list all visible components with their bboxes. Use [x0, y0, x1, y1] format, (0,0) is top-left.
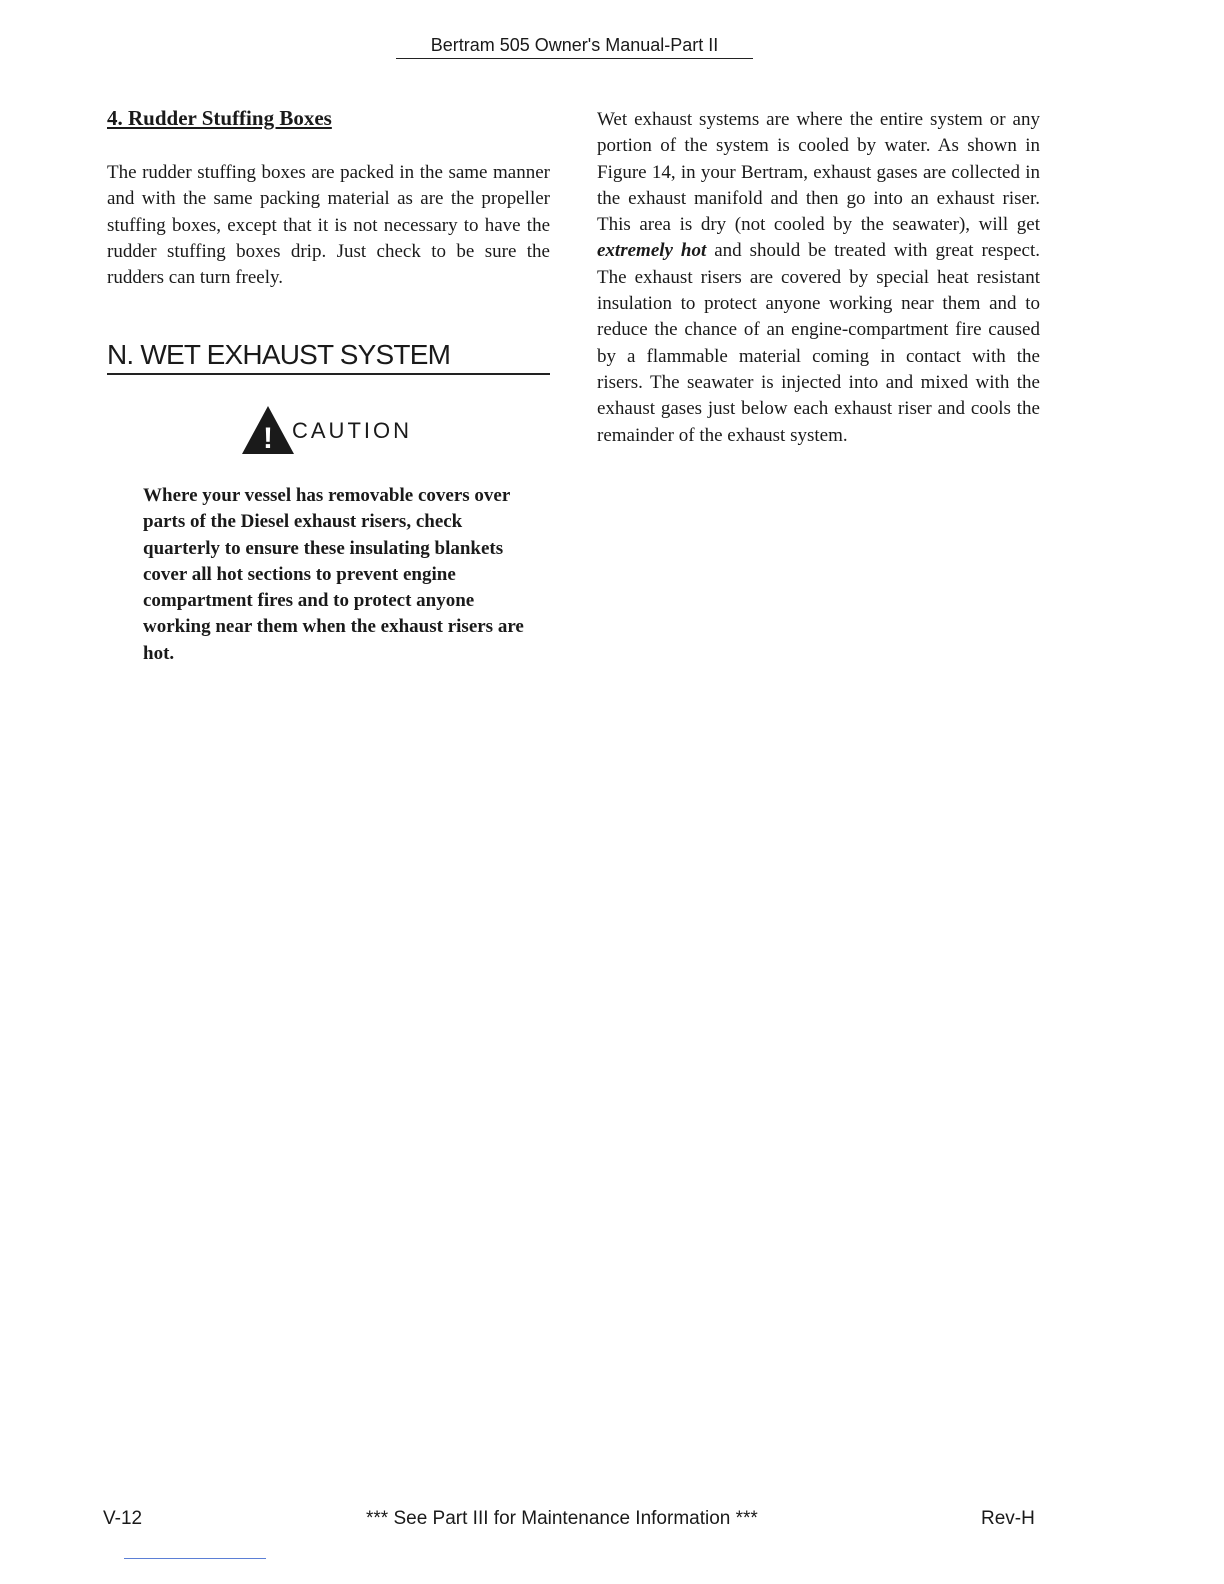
page-header: Bertram 505 Owner's Manual-Part II: [396, 35, 753, 59]
caution-banner: [240, 400, 412, 456]
warning-triangle-icon: [240, 404, 296, 456]
wet-exhaust-paragraph: [597, 107, 1040, 449]
emphasis-extremely-hot: extremely hot: [597, 240, 707, 262]
caution-label: CAUTION: [292, 418, 412, 443]
scan-edge-line: [124, 1558, 266, 1559]
paragraph-end: and should be treated with great respect. The exhaust risers are covered by special heat resistant insulation to protect anyone working near them and to reduce the chance of an engine-compartment fire caused by a flammable material coming in contact with the risers. The seawater is injected into and mixed with the exhaust gases just below each exhaust riser and cools the remainder of the exhaust system.: [597, 240, 1040, 446]
left-column: [107, 106, 550, 291]
page-number: V-12: [103, 1508, 143, 1529]
paragraph-start: Wet exhaust systems are where the entire system or any portion of the system is cooled by water. As shown in Figure 14, in your Bertram, exhaust gases are collected in the exhaust manifold and then go into an exhaust riser. This area is dry (not cooled by the seawater), will get: [597, 109, 1040, 236]
section-title: N. WET EXHAUST SYSTEM: [107, 339, 550, 375]
caution-text: Where your vessel has removable covers over parts of the Diesel exhaust risers, check quarterly to ensure these insulating blankets cover all hot sections to prevent engine compartment fires and to protect anyone working near them when the exhaust risers are hot.: [143, 485, 524, 664]
footer-note: *** See Part III for Maintenance Information ***: [366, 1508, 758, 1529]
rudder-stuffing-paragraph: The rudder stuffing boxes are packed in the same manner and with the same packing material as are the propeller stuffing boxes, except that it is not necessary to have the rudder stuffing boxes drip. Just check to be sure the rudders can turn freely.: [107, 162, 550, 289]
caution-glyph: !: [263, 422, 273, 455]
right-column: [597, 107, 1040, 449]
revision-label: Rev-H: [981, 1508, 1035, 1529]
subheading-rudder-stuffing-boxes: 4. Rudder Stuffing Boxes: [107, 106, 332, 130]
